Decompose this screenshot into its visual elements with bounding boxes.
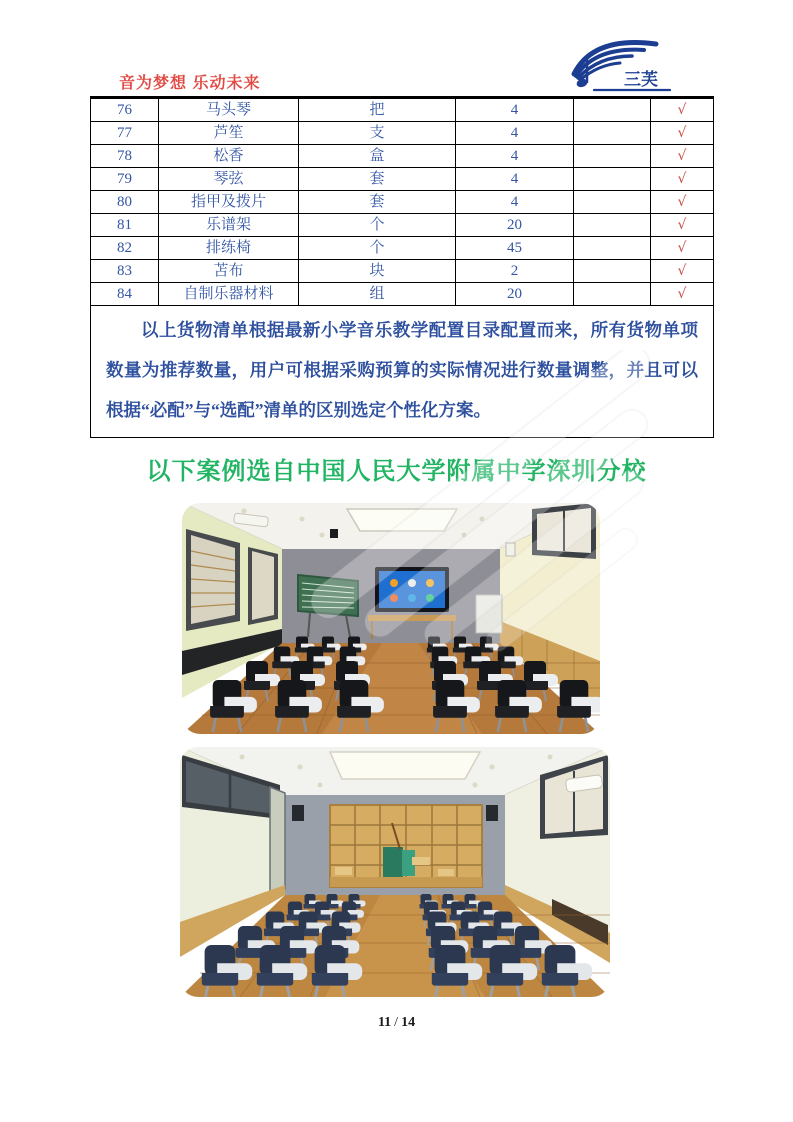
item-extra [574, 283, 651, 306]
row-number: 83 [91, 260, 159, 283]
table-row [91, 191, 714, 214]
item-check: √ [651, 191, 714, 214]
music-note-wing-logo-icon [558, 38, 674, 94]
table-row [91, 98, 714, 122]
item-name: 芦笙 [159, 122, 299, 145]
item-name: 琴弦 [159, 168, 299, 191]
table-note: 以上货物清单根据最新小学音乐教学配置目录配置而来，所有货物单项数量为推荐数量，用户可根据采购预算的实际情况进行数量调整，并且可以根据“必配”与“选配”清单的区别选定个性化方案。 [91, 306, 714, 438]
item-extra [574, 145, 651, 168]
item-unit: 把 [299, 98, 456, 122]
item-check: √ [651, 214, 714, 237]
item-unit: 个 [299, 237, 456, 260]
item-unit: 支 [299, 122, 456, 145]
item-quantity: 4 [456, 145, 574, 168]
row-number: 82 [91, 237, 159, 260]
row-number: 81 [91, 214, 159, 237]
classroom-photo-1 [182, 503, 600, 734]
row-number: 80 [91, 191, 159, 214]
item-unit: 套 [299, 168, 456, 191]
item-quantity: 4 [456, 122, 574, 145]
classroom-scene-1 [182, 503, 600, 734]
item-check: √ [651, 168, 714, 191]
equipment-list-table [90, 96, 714, 438]
item-quantity: 4 [456, 98, 574, 122]
logo-text: 三芙 [624, 70, 658, 89]
table-body [91, 98, 714, 306]
item-extra [574, 260, 651, 283]
item-extra [574, 168, 651, 191]
item-unit: 套 [299, 191, 456, 214]
row-number: 79 [91, 168, 159, 191]
item-check: √ [651, 98, 714, 122]
table-row [91, 168, 714, 191]
item-extra [574, 191, 651, 214]
item-quantity: 4 [456, 191, 574, 214]
item-quantity: 2 [456, 260, 574, 283]
section-heading: 以下案例选自中国人民大学附属中学深圳分校 [146, 458, 647, 485]
table-row [91, 237, 714, 260]
table-row [91, 283, 714, 306]
item-extra [574, 98, 651, 122]
item-unit: 个 [299, 214, 456, 237]
table-row [91, 214, 714, 237]
note-row [91, 306, 714, 438]
page-separator: / [394, 1015, 399, 1030]
table-row [91, 260, 714, 283]
item-name: 马头琴 [159, 98, 299, 122]
item-quantity: 20 [456, 214, 574, 237]
item-name: 排练椅 [159, 237, 299, 260]
classroom-scene-2 [180, 747, 610, 997]
item-check: √ [651, 145, 714, 168]
item-quantity: 20 [456, 283, 574, 306]
item-name: 指甲及拨片 [159, 191, 299, 214]
header-slogan: 音为梦想 乐动未来 [119, 75, 261, 92]
current-page: 11 [377, 1015, 392, 1030]
page-number [0, 1015, 793, 1031]
table-row [91, 145, 714, 168]
item-quantity: 45 [456, 237, 574, 260]
item-name: 苫布 [159, 260, 299, 283]
table-row [91, 122, 714, 145]
item-extra [574, 122, 651, 145]
item-unit: 盒 [299, 145, 456, 168]
item-check: √ [651, 237, 714, 260]
item-extra [574, 214, 651, 237]
item-extra [574, 237, 651, 260]
item-name: 自制乐器材料 [159, 283, 299, 306]
row-number: 78 [91, 145, 159, 168]
row-number: 84 [91, 283, 159, 306]
item-name: 松香 [159, 145, 299, 168]
total-pages: 14 [401, 1015, 416, 1030]
row-number: 76 [91, 98, 159, 122]
item-quantity: 4 [456, 168, 574, 191]
item-check: √ [651, 283, 714, 306]
item-check: √ [651, 122, 714, 145]
row-number: 77 [91, 122, 159, 145]
brand-logo [558, 38, 674, 94]
item-unit: 块 [299, 260, 456, 283]
item-unit: 组 [299, 283, 456, 306]
item-name: 乐谱架 [159, 214, 299, 237]
classroom-photo-2 [180, 747, 610, 997]
item-check: √ [651, 260, 714, 283]
